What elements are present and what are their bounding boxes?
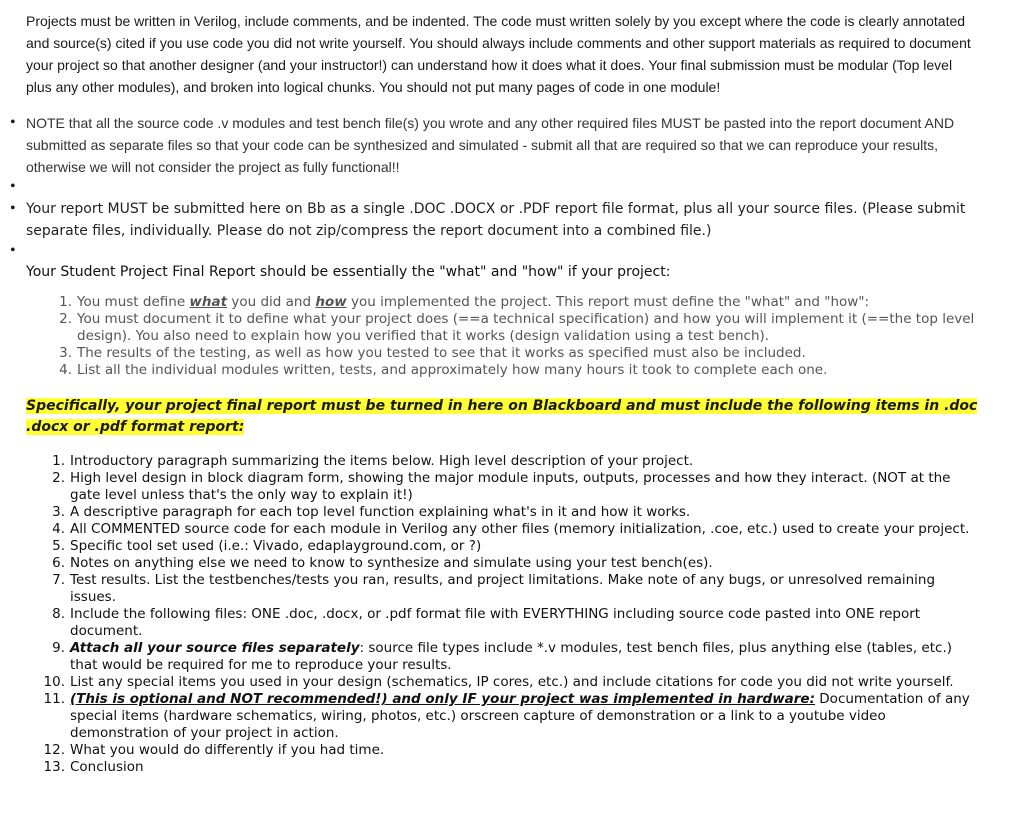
report-bullet-text: Your report MUST be submitted here on Bb as a single .DOC .DOCX or .PDF report file format, plus all your source files. (Please submit separate files, individually. Please do not zip/compress the report document into a combined file.) [26,201,966,239]
requirements-list [43,453,983,776]
bullet-marker [10,242,20,260]
list-item: 6. Notes on anything else we need to know to synthesize and simulate using your test bench(es). [52,555,713,571]
bullet-marker [10,114,20,132]
list-item: 8. Include the following files: ONE .doc, .docx, or .pdf format file with EVERYTHING including source code pasted into ONE report document. [52,606,921,639]
intro-paragraph: Projects must be written in Verilog, include comments, and be indented. The code must written solely by you except where the code is clearly annotated and source(s) cited if you use code you did not write yourself. You should always include comments and other support materials as required to document your project so that another designer (and your instructor!) can understand how it does what it does. Your final submission must be modular (Top level plus any other modules), and broken into logical chunks. You should not put many pages of code in one module! [26,13,971,95]
list-item: 12. What you would do differently if you had time. [43,742,385,758]
list-item: 3. The results of the testing, as well as how you tested to see that it works as specified must also be included. [59,345,806,361]
list-item: 7. Test results. List the testbenches/tests you ran, results, and project limitations. Make note of any bugs, or unresolved remaining issues. [52,572,936,605]
bullet-marker [10,178,20,196]
bullet-marker [10,200,20,218]
list-item: 9. Attach all your source files separately: source file types include *.v modules, test bench files, plus anything else (tables, etc.) that would be required for me to reproduce your results. [52,640,952,673]
list-item: 2. High level design in block diagram form, showing the major module inputs, outputs, processes and how they interact. (NOT at the gate level unless that's the only way to explain it!) [52,470,951,503]
list-item: 1. You must define what you did and how you implemented the project. This report must define the "what" and "how": [59,294,870,310]
note-bullet-text: NOTE that all the source code .v modules and test bench file(s) you wrote and any other required files MUST be pasted into the report document AND submitted as separate files so that your code can be synthesized and simulated - submit all that are required so that we can reproduce your results, otherwise we will not consider the project as fully functional!! [26,115,955,175]
list-item: 3. A descriptive paragraph for each top level function explaining what's in it and how it works. [52,504,691,520]
list-item: 5. Specific tool set used (i.e.: Vivado, edaplayground.com, or ?) [52,538,482,554]
list-item: 10. List any special items you used in your design (schematics, IP cores, etc.) and include citations for code you did not write yourself. [43,674,954,690]
list-item: 11. (This is optional and NOT recommended!) and only IF your project was implemented in hardware: Documentation of any special items (hardware schematics, wiring, photos, etc.) orscreen capture of demonstration or a link to a youtube video demonstration of your project in action. [43,691,970,741]
highlighted-requirement: Specifically, your project final report must be turned in here on Blackboard and must include the following items in .doc .docx or .pdf format report: [26,398,978,435]
what-how-list [50,294,980,379]
list-item: 1. Introductory paragraph summarizing the items below. High level description of your project. [52,453,694,469]
list-item: 2. You must document it to define what your project does (==a technical specification) and how you will implement it (==the top level design). You also need to explain how you verified that it works (design validation using a test bench). [59,311,975,344]
list-item: 4. All COMMENTED source code for each module in Verilog any other files (memory initialization, .coe, etc.) used to create your project. [52,521,970,537]
final-report-intro: Your Student Project Final Report should be essentially the "what" and "how" if your project: [26,264,671,280]
list-item: 4. List all the individual modules written, tests, and approximately how many hours it took to complete each one. [59,362,828,378]
list-item: 13. Conclusion [43,759,144,775]
